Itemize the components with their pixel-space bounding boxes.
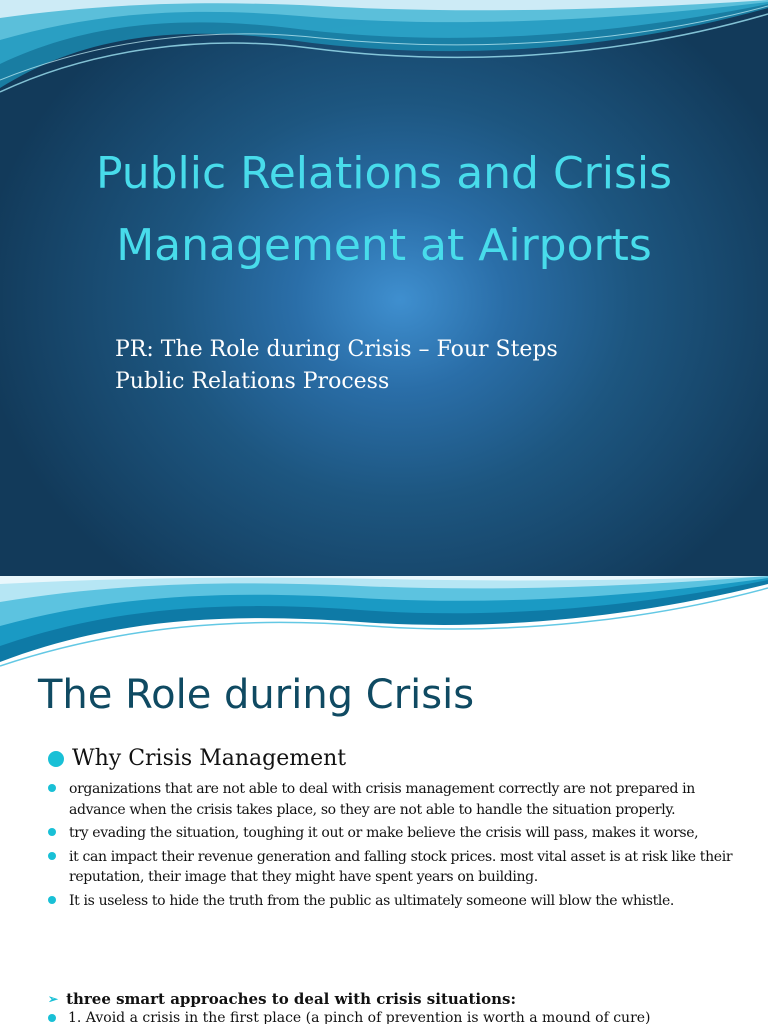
approach-step (48, 1010, 651, 1024)
section-bullet-label: Why Crisis Management (72, 746, 347, 771)
bullet-dot-icon (48, 852, 56, 860)
wave-decoration (0, 576, 768, 676)
approaches-heading-text: three smart approaches to deal with crisis situations: (66, 990, 517, 1008)
bullet-dot-icon (48, 784, 56, 792)
list-item-text: It is useless to hide the truth from the public as ultimately someone will blow the whistle. (69, 892, 675, 909)
list-item (46, 891, 736, 912)
list-item (46, 847, 736, 888)
wave-decoration (0, 0, 768, 120)
arrow-bullet-icon: ➢ (48, 992, 59, 1006)
subtitle-line2: Public Relations Process (115, 369, 390, 394)
slide-title-line1: Public Relations and Crisis (95, 148, 673, 199)
slide-subtitle (115, 334, 558, 398)
list-item (46, 779, 736, 820)
list-item-text: it can impact their revenue generation and falling stock prices. most vital asset is at risk like their reputation, their image that they might have spent years on building. (69, 848, 733, 885)
content-slide (0, 576, 768, 1024)
slide-title-line2: Management at Airports (116, 220, 652, 271)
list-item-text: try evading the situation, toughing it out or make believe the crisis will pass, makes it worse, (69, 825, 699, 841)
bullet-list (46, 779, 736, 914)
slide-title (0, 138, 768, 282)
list-item (46, 823, 736, 844)
subtitle-line1: PR: The Role during Crisis – Four Steps (115, 337, 558, 362)
section-bullet (48, 746, 346, 771)
bullet-dot-icon (48, 751, 64, 767)
approaches-heading (48, 990, 516, 1008)
approach-step-text: 1. Avoid a crisis in the first place (a pinch of prevention is worth a mound of cure) (68, 1010, 651, 1024)
bullet-dot-icon (48, 1014, 56, 1022)
bullet-dot-icon (48, 828, 56, 836)
bullet-dot-icon (48, 896, 56, 904)
list-item-text: organizations that are not able to deal with crisis management correctly are not prepared in advance when the crisis takes place, so they are not able to handle the situation properly. (69, 781, 695, 818)
slide-heading: The Role during Crisis (38, 672, 475, 718)
